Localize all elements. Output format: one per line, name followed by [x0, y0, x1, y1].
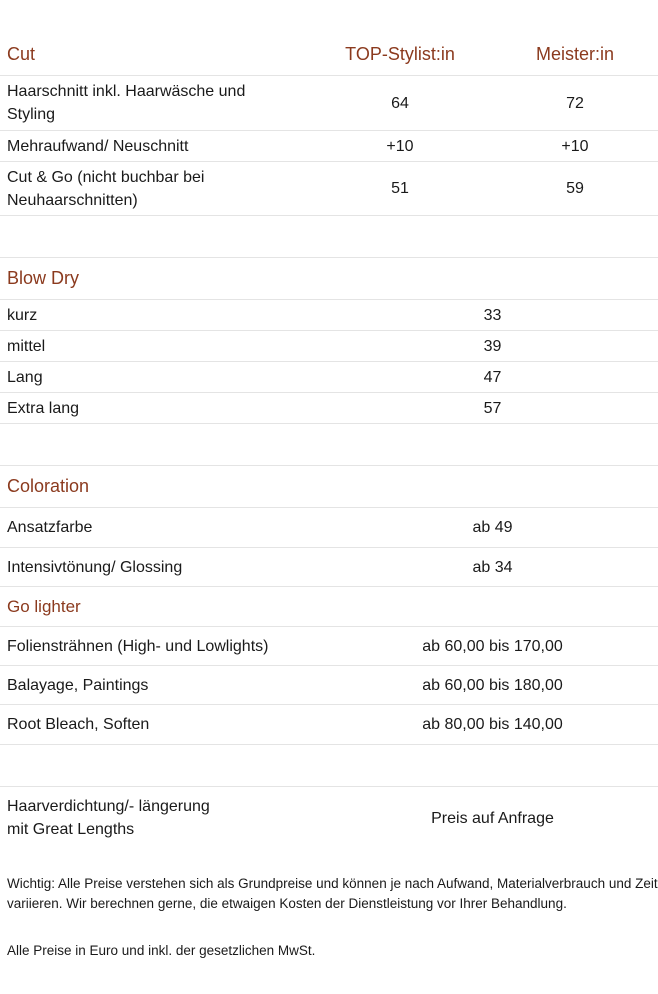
price: ab 60,00 bis 170,00 — [422, 637, 563, 655]
go-lighter-row-root-bleach — [0, 705, 658, 745]
disclaimer-text: Wichtig: Alle Preise verstehen sich als Grundpreise und können je nach Aufwand, Materialverbrauch und Zeit variieren. Wir berechnen gerne, die etwaigen Kosten der Dienstleistung vor Ihrer Behandlung. — [7, 876, 658, 911]
service-label: Root Bleach, Soften — [7, 716, 150, 733]
cut-header-row — [0, 34, 658, 76]
service-label: Lang — [7, 368, 43, 386]
blow-dry-header-row — [0, 258, 658, 300]
price-top-stylist: 64 — [391, 94, 409, 112]
price: 57 — [483, 399, 502, 417]
cut-row-cut-and-go — [0, 162, 658, 216]
cut-row-mehraufwand — [0, 131, 658, 162]
spacer-row — [0, 745, 658, 787]
service-label: Intensivtönung/ Glossing — [7, 558, 183, 576]
price: 33 — [483, 306, 502, 324]
price: ab 60,00 bis 180,00 — [422, 676, 563, 694]
blow-dry-row-lang — [0, 362, 658, 393]
section-title-cut: Cut — [7, 44, 36, 64]
column-header-meister: Meister:in — [535, 44, 615, 64]
price-meister: 72 — [566, 94, 584, 112]
go-lighter-header-row — [0, 587, 658, 627]
price: ab 49 — [472, 519, 513, 536]
service-label: Ansatzfarbe — [7, 519, 93, 536]
coloration-row-ansatzfarbe — [0, 508, 658, 548]
service-label: mittel — [7, 337, 46, 355]
price: 47 — [483, 368, 502, 386]
service-label-line2: mit Great Lengths — [7, 821, 135, 838]
section-title-blow-dry: Blow Dry — [7, 268, 80, 288]
price: ab 80,00 bis 140,00 — [422, 716, 563, 733]
price-meister: +10 — [561, 137, 589, 155]
service-label: Foliensträhnen (High- und Lowlights) — [7, 637, 269, 655]
blow-dry-row-extra-lang — [0, 393, 658, 424]
service-label: kurz — [7, 306, 38, 324]
price: ab 34 — [472, 558, 513, 576]
service-label: Haarschnitt inkl. Haarwäsche und Styling — [7, 83, 246, 123]
blow-dry-row-mittel — [0, 331, 658, 362]
spacer-row — [0, 216, 658, 258]
blow-dry-row-kurz — [0, 300, 658, 331]
section-title-coloration: Coloration — [7, 476, 90, 496]
extensions-row — [0, 787, 658, 849]
go-lighter-row-balayage — [0, 666, 658, 705]
coloration-row-intensivtoenung — [0, 548, 658, 587]
service-label — [7, 787, 307, 849]
service-label-line1: Haarverdichtung/- längerung — [7, 798, 210, 815]
section-title-go-lighter: Go lighter — [7, 597, 81, 616]
service-label: Balayage, Paintings — [7, 676, 149, 694]
price: 39 — [483, 337, 502, 355]
service-label: Mehraufwand/ Neuschnitt — [7, 137, 189, 155]
price: Preis auf Anfrage — [431, 809, 554, 827]
vat-note: Alle Preise in Euro und inkl. der gesetzlichen MwSt. — [7, 943, 316, 958]
column-header-top-stylist: TOP-Stylist:in — [345, 44, 455, 64]
price-top-stylist: +10 — [386, 137, 414, 155]
price-meister: 59 — [566, 180, 584, 197]
coloration-header-row — [0, 466, 658, 508]
spacer-row — [0, 424, 658, 466]
cut-row-haarschnitt — [0, 76, 658, 131]
service-label: Cut & Go (nicht buchbar bei Neuhaarschnitten) — [7, 168, 205, 209]
service-label: Extra lang — [7, 399, 80, 417]
price-top-stylist: 51 — [391, 180, 409, 197]
go-lighter-row-folienstraehnen — [0, 627, 658, 666]
